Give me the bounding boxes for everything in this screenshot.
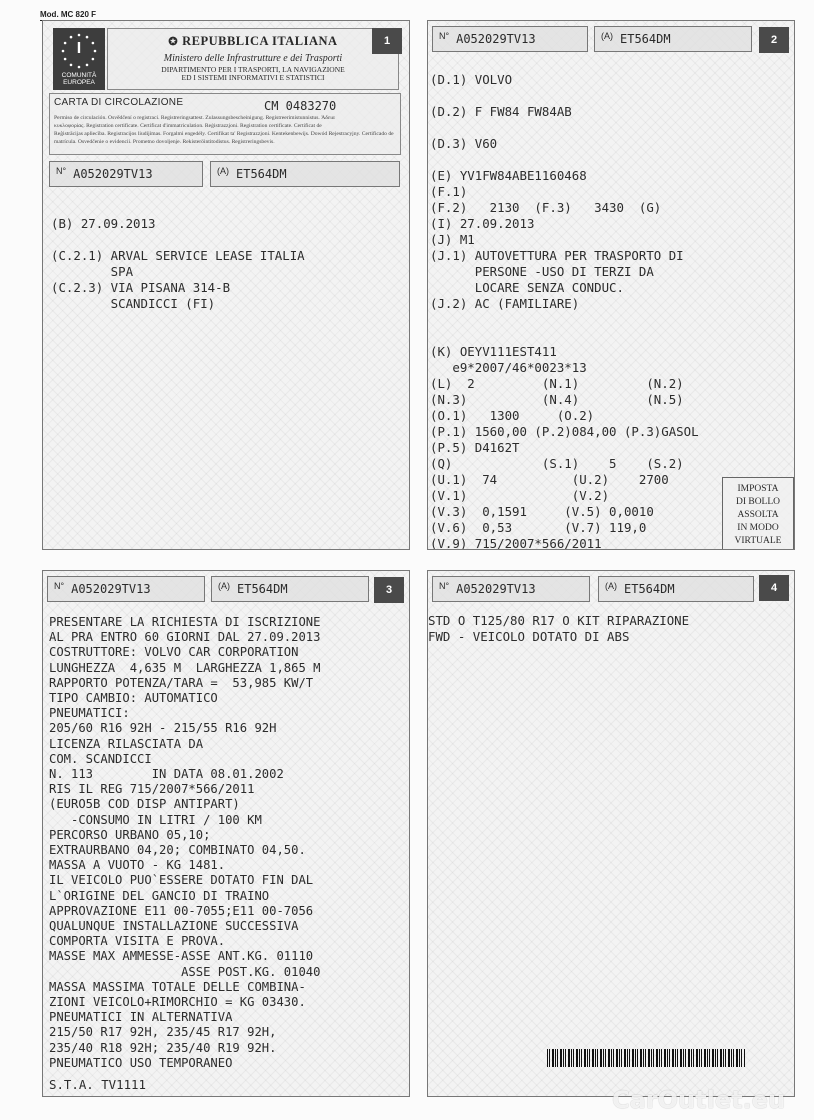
ministry-name: Ministero delle Infrastrutture e dei Trasporti xyxy=(163,53,343,64)
eu-label-line2: EUROPEA xyxy=(63,79,95,86)
carta-number: CM 0483270 xyxy=(264,99,337,113)
plate-box xyxy=(594,26,752,52)
eu-label xyxy=(53,72,105,86)
multilingual-line2: κυκλοφορίας. Registration certificate. Certificat d'immatriculation. Reġistrazzjoni. Registration certificate. Certificat de xyxy=(54,123,322,129)
multilingual-line1: Permiso de circulación. Osvědčení o registraci. Registreringsattest. Zulassungsbescheinigung. Registreerimistunnistus. Άδεια xyxy=(54,115,335,121)
department-name xyxy=(108,66,398,82)
page-number: 1 xyxy=(372,28,402,54)
stamp-line2: DI BOLLO xyxy=(735,497,781,507)
stamp-line5: VIRTUALE xyxy=(734,536,782,546)
document-number-box xyxy=(47,576,205,602)
plate-number: ET564DM xyxy=(620,32,671,46)
document-number-label: N° xyxy=(56,166,67,176)
watermark: CarOutlet.eu xyxy=(612,1086,786,1114)
document-number: A052029TV13 xyxy=(71,582,151,596)
plate-box xyxy=(211,576,369,602)
page-number: 4 xyxy=(759,575,789,601)
plate-box xyxy=(210,161,400,187)
page1-body: (B) 27.09.2013 (C.2.1) ARVAL SERVICE LEASE ITALIA SPA (C.2.3) VIA PISANA 314-B SCANDICCI (FI) xyxy=(51,216,305,311)
multilingual-titles xyxy=(54,114,396,146)
stamp-line4: IN MODO xyxy=(737,523,779,533)
plate-label: (A) xyxy=(601,31,613,41)
page2-body: (D.1) VOLVO (D.2) F FW84 FW84AB (D.3) V60 (E) YV1FW84ABE1160468 (F.1) (F.2) 2130 (F.3) 3430 (G) (I) 27.09.2013 (J) M1 (J.1) AUTOVETTURA PER TRASPORTO DI PERSONE -USO DI TERZI DA LOCARE SENZA CONDUC. (J.2) AC (FAMILIARE) (K) OEYV111EST411 e9*2007/46*0023*13 (L) 2 (N.1) (N.2) (N.3) (N.4) (N.5) (O.1) 1300 (O.2) (P.1) 1560,00 (P.2)084,00 (P.3)GASOL (P.5) D4162T (Q) (S.1) 5 (S.2) (U.1) 74 (U.2) 2700 (V.1) (V.2) (V.3) 0,1591 (V.5) 0,0010 (V.6) 0,53 (V.7) 119,0 (V.9) 715/2007*566/2011 xyxy=(430,72,699,550)
multilingual-line3: Reģistrācijas apliecība. Registracijos liudijimas. Forgalmi engedély. Certifikat ta' Registrazzjoni. Kentekenbewijs. Dowód Rejestracyjny. Certificado de xyxy=(54,131,394,137)
document-number-box xyxy=(49,161,203,187)
plate-label: (A) xyxy=(605,581,617,591)
document-number-label: N° xyxy=(54,581,65,591)
registration-page-3 xyxy=(42,570,410,1097)
page3-body: PRESENTARE LA RICHIESTA DI ISCRIZIONE AL PRA ENTRO 60 GIORNI DAL 27.09.2013 COSTRUTTORE: VOLVO CAR CORPORATION LUNGHEZZA 4,635 M LARGHEZZA 1,865 M RAPPORTO POTENZA/TARA = 53,985 KW/T TIPO CAMBIO: AUTOMATICO PNEUMATICI: 205/60 R16 92H - 215/55 R16 92H LICENZA RILASCIATA DA COM. SCANDICCI N. 113 IN DATA 08.01.2002 RIS IL REG 715/2007*566/2011 (EURO5B COD DISP ANTIPART) -CONSUMO IN LITRI / 100 KM PERCORSO URBANO 05,10; EXTRAURBANO 04,20; COMBINATO 04,50. MASSA A VUOTO - KG 1481. IL VEICOLO PUO`ESSERE DOTATO FIN DAL L`ORIGINE DEL GANCIO DI TRAINO APPROVAZIONE E11 00-7055;E11 00-7056 QUALUNQUE INSTALLAZIONE SUCCESSIVA COMPORTA VISITA E PROVA. MASSE MAX AMMESSE-ASSE ANT.KG. 01110 ASSE POST.KG. 01040 MASSA MASSIMA TOTALE DELLE COMBINA- ZIONI VEICOLO+RIMORCHIO = KG 03430. PNEUMATICI IN ALTERNATIVA 215/50 R17 92H, 235/45 R17 92H, 235/40 R18 92H; 235/40 R19 92H. PNEUMATICO USO TEMPORANEO xyxy=(49,615,321,1070)
stamp-line1: IMPOSTA xyxy=(737,484,779,494)
republic-text: REPUBBLICA ITALIANA xyxy=(182,34,338,48)
multilingual-line4: matrícula. Osvedčenie o evidencii. Prometno dovoljenje. Rekisteröintitodistus. Registreringsbevis. xyxy=(54,139,275,145)
document-number: A052029TV13 xyxy=(456,32,536,46)
model-code: Mod. MC 820 F xyxy=(40,10,97,19)
plate-number: ET564DM xyxy=(236,167,287,181)
registration-page-1 xyxy=(42,20,410,550)
eu-label-line1: COMUNITÀ xyxy=(61,72,97,79)
page-number: 3 xyxy=(374,577,404,603)
stamp-line3: ASSOLTA xyxy=(737,510,779,520)
plate-box xyxy=(598,576,754,602)
registration-page-4 xyxy=(427,570,795,1097)
plate-label: (A) xyxy=(217,166,229,176)
eu-flag xyxy=(53,28,105,90)
country-letter: I xyxy=(76,40,82,57)
registration-page-2 xyxy=(427,20,795,550)
document-number-box xyxy=(432,576,590,602)
sta-code: S.T.A. TV1111 xyxy=(49,1077,146,1092)
plate-label: (A) xyxy=(218,581,230,591)
emblem-icon: ✪ xyxy=(168,36,179,48)
plate-number: ET564DM xyxy=(624,582,675,596)
document-number-label: N° xyxy=(439,581,450,591)
page4-body: STD O T125/80 R17 O KIT RIPARAZIONE FWD - VEICOLO DOTATO DI ABS xyxy=(428,613,690,644)
department-line2: ED I SISTEMI INFORMATIVI E STATISTICI xyxy=(181,73,325,82)
document-number: A052029TV13 xyxy=(73,167,153,181)
barcode-icon xyxy=(547,1049,745,1067)
stamp-duty-box xyxy=(722,477,794,550)
republic-title xyxy=(108,34,398,49)
carta-title: CARTA DI CIRCOLAZIONE xyxy=(54,97,184,108)
document-number-label: N° xyxy=(439,31,450,41)
plate-number: ET564DM xyxy=(237,582,288,596)
department-line1: DIPARTIMENTO PER I TRASPORTI, LA NAVIGAZIONE xyxy=(161,65,345,74)
document-number-box xyxy=(432,26,588,52)
page-number: 2 xyxy=(759,27,789,53)
ministry-header xyxy=(107,28,399,90)
document-number: A052029TV13 xyxy=(456,582,536,596)
carta-circolazione-box xyxy=(49,93,401,155)
